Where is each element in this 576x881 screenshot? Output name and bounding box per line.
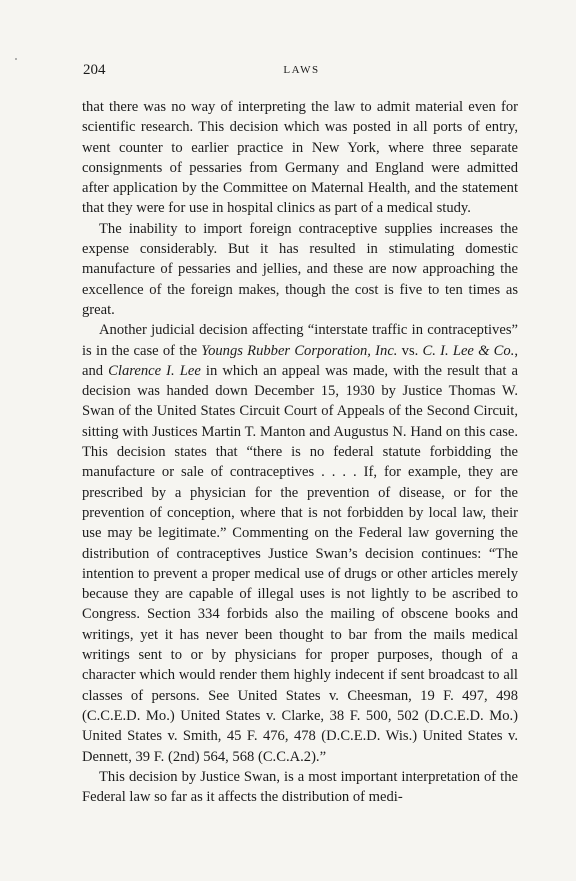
page-header xyxy=(83,62,520,82)
case-name-italic: C. I. Lee & Co. xyxy=(422,342,515,359)
paragraph xyxy=(82,767,518,808)
paragraph xyxy=(82,219,518,320)
text-segment: , and xyxy=(82,342,519,379)
page-number: 204 xyxy=(83,62,106,78)
text-segment: vs. xyxy=(397,342,423,359)
text-segment: This decision by Justice Swan, is a most important interpretation of the Federal law so far as it affects the distribution of medi- xyxy=(82,768,518,806)
text-segment: in which an appeal was made, with the result that a decision was handed down December 15, 1930 by Justice Thomas W. Swan of the United States Circuit Court of Appeals of the Second Circuit, sitting with Justices Martin T. Manton and Augustus N. Hand on this case. This decision states that “there is no federal statute forbidding the manufacture or sale of contraceptives . . . . If, for example, they are prescribed by a physician for the prevention of disease, or for the prevention of conception, where that is not forbidden by local law, their use may be legitimate.” Commenting on the Federal law governing the distribution of contraceptives Justice Swan’s decision continues: “The intention to prevent a proper medical use of drugs or other articles merely because they are capable of illegal uses is not lightly to be ascribed to Congress. Section 334 forbids also the mailing of obscene books and writings, yet it has never been thought to bar from the mails medical writings sent to or by physicians for proper purposes, though of a character which would render them highly indecent if sent broadcast to all classes of persons. See United States v. Cheesman, 19 F. 497, 498 (C.C.E.D. Mo.) United States v. Clarke, 38 F. 500, 502 (D.C.E.D. Mo.) United States v. Smith, 45 F. 476, 478 (D.C.E.D. Wis.) United States v. Dennett, 39 F. (2nd) 564, 568 (C.C.A.2).” xyxy=(82,362,518,765)
body-text xyxy=(82,97,518,807)
text-segment: The inability to import foreign contraceptive supplies increases the expense considerably. But it has resulted in stimulating domestic manufacture of pessaries and jellies, and these are now approaching the excellence of the foreign makes, though the cost is five to ten times as great. xyxy=(82,220,518,318)
paragraph xyxy=(82,320,518,767)
case-name-italic: Clarence I. Lee xyxy=(108,362,201,379)
text-segment: Another judicial decision affecting “interstate traffic in contraceptives” is in the case of the xyxy=(82,322,518,359)
case-name-italic: Youngs Rubber Corporation, Inc. xyxy=(201,342,398,359)
text-segment: that there was no way of interpreting the law to admit material even for scientific research. This decision which was posted in all ports of entry, went counter to earlier practice in New York, where three separate consignments of pessaries from Germany and England were admitted after application by the Committee on Maternal Health, and the statement that they were for use in hospital clinics as part of a medical study. xyxy=(82,99,518,217)
running-head: LAWS xyxy=(283,64,320,76)
paragraph xyxy=(82,97,518,219)
scan-speck xyxy=(15,58,17,60)
